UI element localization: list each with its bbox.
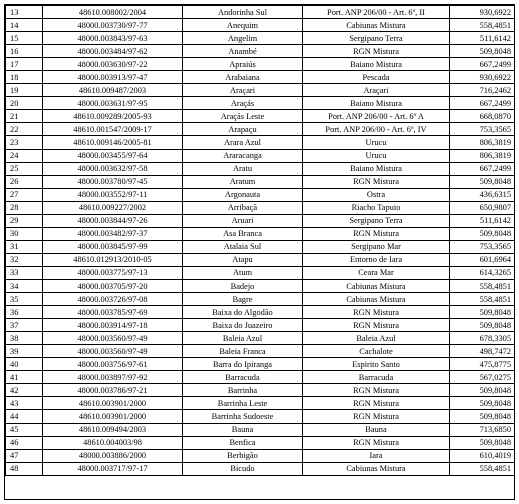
table-row — [6, 175, 515, 188]
row-number: 45 — [6, 423, 43, 436]
table-row — [6, 266, 515, 279]
table-row — [6, 110, 515, 123]
table-row — [6, 188, 515, 201]
price-value: 509,8048 — [450, 306, 515, 319]
process-number: 48000.003705/97-20 — [43, 279, 183, 292]
reference-crude: Sergipano Mar — [303, 240, 450, 253]
row-number: 21 — [6, 110, 43, 123]
field-name: Andorinha Sul — [183, 6, 303, 19]
row-number: 15 — [6, 32, 43, 45]
price-value: 509,8048 — [450, 397, 515, 410]
process-number: 48000.003726/97-08 — [43, 293, 183, 306]
price-value: 567,0275 — [450, 371, 515, 384]
field-name: Araçás Leste — [183, 110, 303, 123]
field-name: Baixa do Algodão — [183, 306, 303, 319]
table-row — [6, 436, 515, 449]
field-name: Baleia Franca — [183, 345, 303, 358]
table-row — [6, 319, 515, 332]
row-number: 44 — [6, 410, 43, 423]
row-number: 37 — [6, 319, 43, 332]
process-number: 48000.003845/97-99 — [43, 240, 183, 253]
price-value: 716,2462 — [450, 84, 515, 97]
price-value: 614,3265 — [450, 266, 515, 279]
row-number: 34 — [6, 279, 43, 292]
table-row — [6, 397, 515, 410]
field-name: Arribaçã — [183, 201, 303, 214]
table-row — [6, 149, 515, 162]
reference-crude: RGN Mistura — [303, 175, 450, 188]
table-row — [6, 384, 515, 397]
reference-crude: Cabiunas Mistura — [303, 462, 450, 475]
row-number: 17 — [6, 58, 43, 71]
reference-crude: Baiano Mistura — [303, 162, 450, 175]
reference-crude: Ceara Mar — [303, 266, 450, 279]
price-value: 475,8775 — [450, 358, 515, 371]
process-number: 48000.003775/97-13 — [43, 266, 183, 279]
process-number: 48000.003484/97-62 — [43, 45, 183, 58]
process-number: 48000.003630/97-22 — [43, 58, 183, 71]
process-number: 48000.003843/97-63 — [43, 32, 183, 45]
field-name: Angelim — [183, 32, 303, 45]
process-number: 48000.003552/97-11 — [43, 188, 183, 201]
row-number: 43 — [6, 397, 43, 410]
reference-crude: RGN Mistura — [303, 397, 450, 410]
table-row — [6, 6, 515, 19]
field-name: Asa Branca — [183, 227, 303, 240]
field-name: Bauna — [183, 423, 303, 436]
field-name: Atapu — [183, 253, 303, 266]
row-number: 26 — [6, 175, 43, 188]
reference-crude: Entorno de Iara — [303, 253, 450, 266]
table-row — [6, 371, 515, 384]
row-number: 33 — [6, 266, 43, 279]
price-value: 511,6142 — [450, 214, 515, 227]
data-table — [5, 5, 515, 476]
price-value: 930,6922 — [450, 6, 515, 19]
field-name: Barrinha — [183, 384, 303, 397]
field-name: Baixa do Juazeiro — [183, 319, 303, 332]
price-value: 753,3565 — [450, 123, 515, 136]
table-row — [6, 332, 515, 345]
row-number: 22 — [6, 123, 43, 136]
field-name: Baleia Azul — [183, 332, 303, 345]
row-number: 32 — [6, 253, 43, 266]
table-row — [6, 358, 515, 371]
price-value: 601,6964 — [450, 253, 515, 266]
field-name: Araçari — [183, 84, 303, 97]
price-value: 558,4851 — [450, 462, 515, 475]
price-value: 509,8048 — [450, 410, 515, 423]
field-name: Barra do Ipiranga — [183, 358, 303, 371]
field-name: Barrinha Leste — [183, 397, 303, 410]
process-number: 48000.003730/97-77 — [43, 19, 183, 32]
table-row — [6, 293, 515, 306]
field-name: Arabaiana — [183, 71, 303, 84]
reference-crude: Espirito Santo — [303, 358, 450, 371]
reference-crude: Iara — [303, 449, 450, 462]
price-value: 678,3305 — [450, 332, 515, 345]
field-name: Araçás — [183, 97, 303, 110]
process-number: 48000.003631/97-95 — [43, 97, 183, 110]
table-row — [6, 240, 515, 253]
row-number: 14 — [6, 19, 43, 32]
reference-crude: Urucu — [303, 136, 450, 149]
reference-crude: RGN Mistura — [303, 384, 450, 397]
row-number: 48 — [6, 462, 43, 475]
process-number: 48000.003914/97-18 — [43, 319, 183, 332]
field-name: Anambé — [183, 45, 303, 58]
row-number: 19 — [6, 84, 43, 97]
reference-crude: Sergipano Terra — [303, 32, 450, 45]
reference-crude: RGN Mistura — [303, 319, 450, 332]
row-number: 47 — [6, 449, 43, 462]
process-number: 48610.009227/2002 — [43, 201, 183, 214]
price-value: 509,8048 — [450, 384, 515, 397]
document-page — [4, 4, 515, 500]
reference-crude: Cabiunas Mistura — [303, 279, 450, 292]
reference-crude: RGN Mistura — [303, 436, 450, 449]
row-number: 30 — [6, 227, 43, 240]
price-value: 650,9807 — [450, 201, 515, 214]
price-value: 667,2499 — [450, 162, 515, 175]
process-number: 48610.009289/2005-93 — [43, 110, 183, 123]
process-number: 48000.003844/97-26 — [43, 214, 183, 227]
price-value: 509,8048 — [450, 436, 515, 449]
row-number: 24 — [6, 149, 43, 162]
reference-crude: Urucu — [303, 149, 450, 162]
row-number: 36 — [6, 306, 43, 319]
process-number: 48000.003897/97-92 — [43, 371, 183, 384]
process-number: 48610.009494/2003 — [43, 423, 183, 436]
process-number: 48000.003560/97-49 — [43, 332, 183, 345]
field-name: Berbigão — [183, 449, 303, 462]
row-number: 31 — [6, 240, 43, 253]
table-row — [6, 84, 515, 97]
table-row — [6, 71, 515, 84]
table-row — [6, 253, 515, 266]
price-value: 511,6142 — [450, 32, 515, 45]
price-value: 806,3819 — [450, 136, 515, 149]
process-number: 48610.009146/2005-81 — [43, 136, 183, 149]
reference-crude: RGN Mistura — [303, 306, 450, 319]
reference-crude: Port. ANP 206/00 - Art. 6º A — [303, 110, 450, 123]
row-number: 40 — [6, 358, 43, 371]
row-number: 42 — [6, 384, 43, 397]
table-row — [6, 410, 515, 423]
price-value: 436,6315 — [450, 188, 515, 201]
process-number: 48610.003901/2000 — [43, 410, 183, 423]
process-number: 48000.003756/97-61 — [43, 358, 183, 371]
price-value: 509,8048 — [450, 175, 515, 188]
process-number: 48000.003780/97-45 — [43, 175, 183, 188]
price-value: 667,2499 — [450, 97, 515, 110]
process-number: 48610.012913/2010-05 — [43, 253, 183, 266]
price-value: 558,4851 — [450, 279, 515, 292]
reference-crude: Cachalote — [303, 345, 450, 358]
table-row — [6, 97, 515, 110]
table-row — [6, 279, 515, 292]
price-value: 558,4851 — [450, 19, 515, 32]
price-value: 668,0870 — [450, 110, 515, 123]
row-number: 20 — [6, 97, 43, 110]
row-number: 46 — [6, 436, 43, 449]
price-value: 509,8048 — [450, 45, 515, 58]
process-number: 48000.003455/97-64 — [43, 149, 183, 162]
reference-crude: Port. ANP 206/00 - Art. 6º, IV — [303, 123, 450, 136]
reference-crude: Riacho Tapuio — [303, 201, 450, 214]
process-number: 48000.003717/97-17 — [43, 462, 183, 475]
table-row — [6, 201, 515, 214]
table-row — [6, 449, 515, 462]
reference-crude: Ostra — [303, 188, 450, 201]
field-name: Arapaçu — [183, 123, 303, 136]
process-number: 48610.008002/2004 — [43, 6, 183, 19]
field-name: Badejo — [183, 279, 303, 292]
process-number: 48610.001547/2009-17 — [43, 123, 183, 136]
table-row — [6, 462, 515, 475]
price-value: 509,8048 — [450, 227, 515, 240]
field-name: Bicudo — [183, 462, 303, 475]
table-row — [6, 214, 515, 227]
field-name: Bagre — [183, 293, 303, 306]
table-row — [6, 423, 515, 436]
table-row — [6, 19, 515, 32]
field-name: Anequim — [183, 19, 303, 32]
reference-crude: Bauna — [303, 423, 450, 436]
table-row — [6, 306, 515, 319]
field-name: Aratum — [183, 175, 303, 188]
table-row — [6, 45, 515, 58]
row-number: 27 — [6, 188, 43, 201]
reference-crude: Cabiunas Mistura — [303, 293, 450, 306]
row-number: 35 — [6, 293, 43, 306]
row-number: 29 — [6, 214, 43, 227]
reference-crude: Baleia Azul — [303, 332, 450, 345]
reference-crude: Araçari — [303, 84, 450, 97]
reference-crude: Port. ANP 206/00 - Art. 6º, II — [303, 6, 450, 19]
price-value: 930,6922 — [450, 71, 515, 84]
process-number: 48000.003785/97-69 — [43, 306, 183, 319]
reference-crude: RGN Mistura — [303, 410, 450, 423]
row-number: 38 — [6, 332, 43, 345]
price-value: 667,2499 — [450, 58, 515, 71]
table-row — [6, 32, 515, 45]
price-value: 753,3565 — [450, 240, 515, 253]
table-row — [6, 136, 515, 149]
table-row — [6, 227, 515, 240]
reference-crude: Sergipano Terra — [303, 214, 450, 227]
price-value: 509,8048 — [450, 319, 515, 332]
price-value: 558,4851 — [450, 293, 515, 306]
field-name: Apraiús — [183, 58, 303, 71]
price-value: 806,3819 — [450, 149, 515, 162]
reference-crude: RGN Mistura — [303, 45, 450, 58]
reference-crude: Cabiunas Mistura — [303, 19, 450, 32]
process-number: 48000.003482/97-37 — [43, 227, 183, 240]
field-name: Aruari — [183, 214, 303, 227]
process-number: 48000.003786/97-21 — [43, 384, 183, 397]
field-name: Barrinha Sudoeste — [183, 410, 303, 423]
field-name: Atalaia Sul — [183, 240, 303, 253]
reference-crude: Baiano Mistura — [303, 58, 450, 71]
price-value: 498,7472 — [450, 345, 515, 358]
table-row — [6, 58, 515, 71]
row-number: 16 — [6, 45, 43, 58]
reference-crude: Baiano Mistura — [303, 97, 450, 110]
row-number: 13 — [6, 6, 43, 19]
row-number: 23 — [6, 136, 43, 149]
row-number: 39 — [6, 345, 43, 358]
row-number: 25 — [6, 162, 43, 175]
process-number: 48610.009487/2003 — [43, 84, 183, 97]
row-number: 28 — [6, 201, 43, 214]
process-number: 48000.003560/97-49 — [43, 345, 183, 358]
reference-crude: Barracuda — [303, 371, 450, 384]
table-row — [6, 345, 515, 358]
field-name: Barracuda — [183, 371, 303, 384]
row-number: 41 — [6, 371, 43, 384]
reference-crude: Pescada — [303, 71, 450, 84]
process-number: 48000.003886/2000 — [43, 449, 183, 462]
process-number: 48610.003901/2000 — [43, 397, 183, 410]
process-number: 48000.003913/97-47 — [43, 71, 183, 84]
row-number: 18 — [6, 71, 43, 84]
table-body — [6, 6, 515, 476]
process-number: 48610.004003/98 — [43, 436, 183, 449]
field-name: Benfica — [183, 436, 303, 449]
field-name: Argonauta — [183, 188, 303, 201]
field-name: Atum — [183, 266, 303, 279]
field-name: Aratu — [183, 162, 303, 175]
field-name: Arara Azul — [183, 136, 303, 149]
price-value: 610,4019 — [450, 449, 515, 462]
field-name: Araracanga — [183, 149, 303, 162]
price-value: 713,6850 — [450, 423, 515, 436]
process-number: 48000.003632/97-58 — [43, 162, 183, 175]
table-row — [6, 162, 515, 175]
table-row — [6, 123, 515, 136]
reference-crude: RGN Mistura — [303, 227, 450, 240]
